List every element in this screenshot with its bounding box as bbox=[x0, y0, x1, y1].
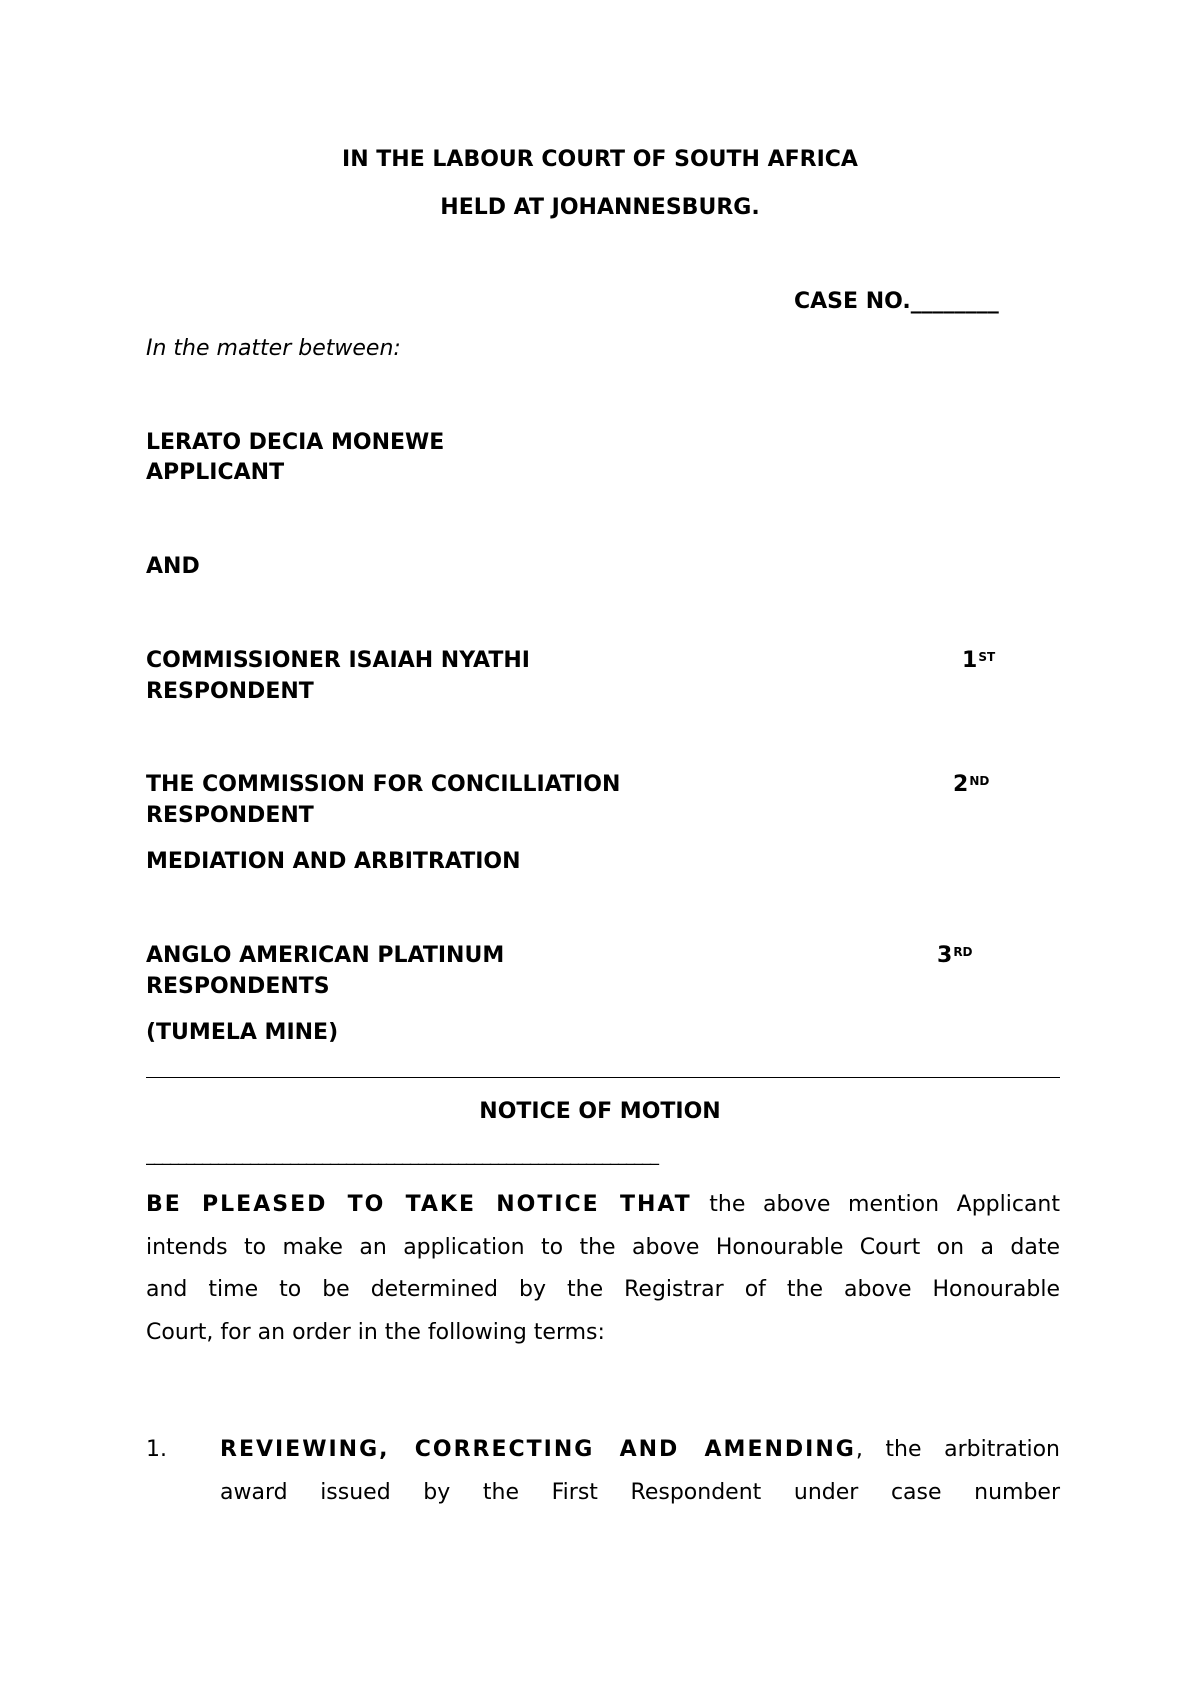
respondent2-ordinal-suffix: ND bbox=[969, 774, 990, 788]
court-location: HELD AT JOHANNESBURG. bbox=[440, 195, 760, 220]
document-title: NOTICE OF MOTION bbox=[479, 1099, 721, 1124]
notice-line-1-text: the above mention Applicant bbox=[691, 1192, 1060, 1217]
horizontal-rule bbox=[146, 1077, 1060, 1078]
case-number-blank: ________ bbox=[910, 289, 999, 314]
dash-rule: ________________________________________________________________ bbox=[146, 1146, 658, 1166]
respondent1-name: COMMISSIONER ISAIAH NYATHI bbox=[146, 648, 530, 673]
respondent1-role: RESPONDENT bbox=[146, 679, 314, 704]
order-item-line-1 bbox=[220, 1429, 1060, 1472]
respondent2-name: THE COMMISSION FOR CONCILLIATION bbox=[146, 772, 621, 797]
respondent3-name: ANGLO AMERICAN PLATINUM bbox=[146, 943, 505, 968]
case-number bbox=[794, 288, 999, 316]
respondent3-ordinal bbox=[937, 942, 973, 970]
respondent1-ordinal bbox=[962, 647, 995, 675]
order-item-line-2: award issued by the First Respondent under case number bbox=[220, 1479, 1060, 1505]
respondent3-role: RESPONDENTS bbox=[146, 974, 330, 999]
notice-line-4: Court, for an order in the following terms: bbox=[146, 1319, 605, 1345]
respondent1-ordinal-number: 1 bbox=[962, 648, 978, 673]
notice-line-2: intends to make an application to the above Honourable Court on a date bbox=[146, 1234, 1060, 1260]
party-conjunction: AND bbox=[146, 554, 200, 579]
notice-line-1 bbox=[146, 1184, 1060, 1227]
order-item-line-1-text: , the arbitration bbox=[855, 1437, 1060, 1462]
applicant-role: APPLICANT bbox=[146, 460, 285, 485]
notice-paragraph bbox=[146, 1184, 1060, 1354]
applicant-name: LERATO DECIA MONEWE bbox=[146, 430, 445, 455]
respondent2-name-continued: MEDIATION AND ARBITRATION bbox=[146, 849, 521, 874]
respondent3-ordinal-suffix: RD bbox=[953, 945, 973, 959]
respondent1-ordinal-suffix: ST bbox=[978, 650, 996, 664]
case-number-label: CASE NO. bbox=[794, 289, 911, 314]
respondent3-ordinal-number: 3 bbox=[937, 943, 953, 968]
order-item-number: 1. bbox=[146, 1437, 167, 1462]
respondent2-ordinal bbox=[953, 771, 989, 799]
court-name: IN THE LABOUR COURT OF SOUTH AFRICA bbox=[342, 147, 858, 172]
matter-intro: In the matter between: bbox=[146, 336, 401, 361]
order-item-lead: REVIEWING, CORRECTING AND AMENDING bbox=[220, 1437, 856, 1462]
respondent2-role: RESPONDENT bbox=[146, 803, 314, 828]
notice-lead: BE PLEASED TO TAKE NOTICE THAT bbox=[146, 1192, 692, 1217]
respondent2-ordinal-number: 2 bbox=[953, 772, 969, 797]
notice-line-3: and time to be determined by the Registrar of the above Honourable bbox=[146, 1277, 1060, 1302]
order-item-text bbox=[220, 1429, 1060, 1514]
respondent3-name-continued: (TUMELA MINE) bbox=[146, 1020, 339, 1045]
